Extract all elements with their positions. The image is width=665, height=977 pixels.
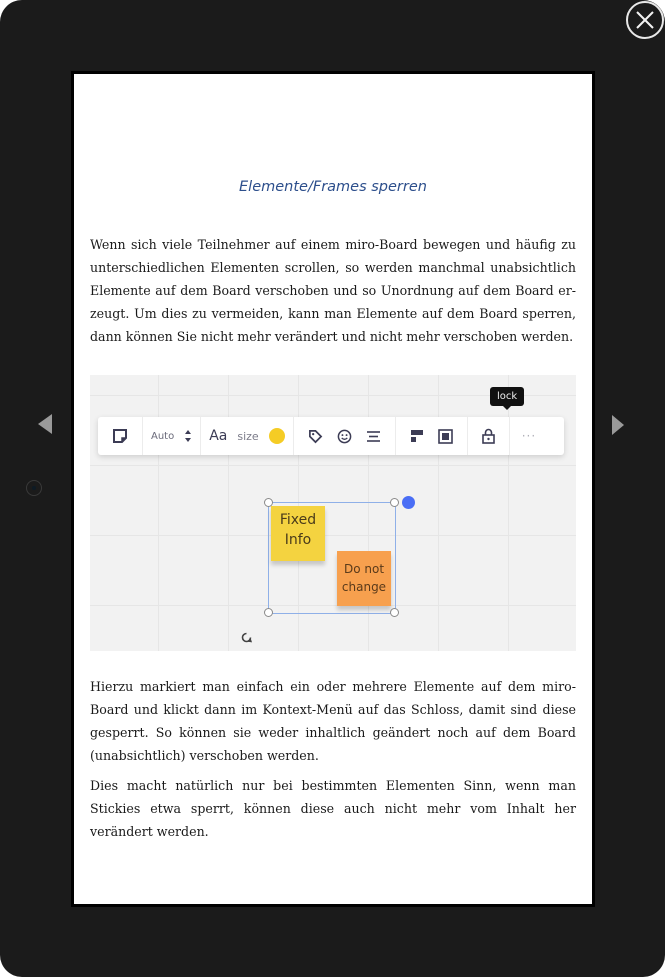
emoji-icon[interactable]	[337, 429, 352, 444]
size-button[interactable]: size	[237, 429, 259, 443]
align-center-icon[interactable]	[366, 430, 381, 443]
close-icon	[635, 10, 655, 30]
book-page	[71, 71, 595, 907]
color-picker[interactable]	[269, 428, 285, 444]
section-title: Elemente/Frames sperren	[239, 179, 427, 195]
context-toolbar	[98, 417, 564, 455]
paragraph-instructions: Hierzu markiert man einfach ein oder mehrere Elemente auf dem miro-Board und klickt dann im Kontext-Menü auf das Schloss, damit sind diese gesperrt. So können sie weder inhaltlich geändert noch auf dem Board (unabsichtlich) verschoben werden.	[90, 679, 576, 763]
tag-icon[interactable]	[308, 429, 323, 444]
previous-page-arrow-icon[interactable]	[38, 414, 52, 434]
miro-screenshot-figure	[90, 375, 576, 651]
resize-handle[interactable]	[264, 608, 273, 617]
next-page-arrow-icon[interactable]	[612, 415, 624, 435]
more-options-icon[interactable]: ···	[521, 429, 537, 443]
paragraph-note: Dies macht natürlich nur bei bestimmten Elementen Sinn, wenn man Stickies etwa sperrt, können diese auch nicht mehr vom Inhalt her verändert werden.	[90, 778, 576, 839]
camera-icon	[26, 480, 42, 496]
sticky-note[interactable]: Do not change	[337, 551, 391, 606]
stepper-icon[interactable]	[184, 429, 192, 443]
paragraph-intro: Wenn sich viele Teilnehmer auf einem miro-Board bewegen und häufig zu unterschiedlichen Elementen scrollen, so werden manchmal unabsichtlich Elemente auf dem Board verschoben und so Unordnung auf dem Board erzeugt. Um dies zu vermeiden, kann man Elemente auf dem Board sperren, dann können Sie nicht mehr verändert und nicht mehr verschoben werden.	[90, 237, 576, 344]
lock-tooltip: lock	[490, 387, 524, 406]
lock-icon[interactable]	[482, 428, 495, 444]
font-size-auto[interactable]: Auto	[151, 430, 175, 442]
sticky-note[interactable]: Fixed Info	[271, 506, 325, 561]
sticky-note-icon[interactable]	[112, 428, 128, 444]
close-button[interactable]	[626, 1, 664, 39]
rotate-icon[interactable]	[240, 629, 253, 648]
font-button[interactable]: Aa	[209, 428, 228, 444]
arrange-icon[interactable]	[410, 429, 424, 443]
resize-handle[interactable]	[390, 608, 399, 617]
collaborator-badge	[402, 496, 415, 509]
resize-handle[interactable]	[390, 498, 399, 507]
frame-icon[interactable]	[438, 429, 453, 444]
